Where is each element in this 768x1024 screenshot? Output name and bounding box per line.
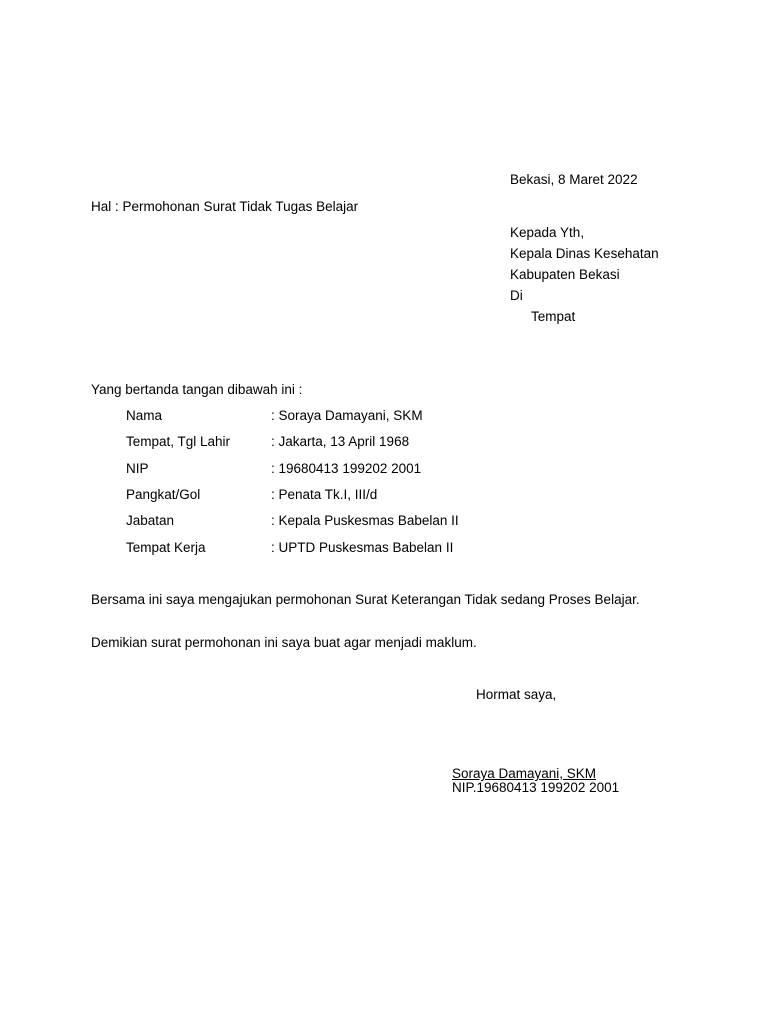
- field-value-nip: : 19680413 199202 2001: [271, 461, 422, 476]
- field-label-pangkat-gol: Pangkat/Gol: [126, 487, 201, 502]
- signer-name: Soraya Damayani, SKM: [452, 766, 597, 781]
- field-value-tempat-kerja: : UPTD Puskesmas Babelan II: [271, 540, 454, 555]
- recipient-line: Di: [510, 288, 523, 303]
- body-paragraph-closing: Demikian surat permohonan ini saya buat agar menjadi maklum.: [91, 635, 477, 650]
- field-value-nama: : Soraya Damayani, SKM: [271, 408, 423, 423]
- field-label-jabatan: Jabatan: [126, 513, 175, 528]
- recipient-line: Tempat: [531, 309, 576, 324]
- letter-date: Bekasi, 8 Maret 2022: [510, 172, 638, 187]
- field-label-nama: Nama: [126, 408, 163, 423]
- closing-salutation: Hormat saya,: [476, 687, 557, 702]
- field-label-tempat-kerja: Tempat Kerja: [126, 540, 206, 555]
- field-label-tempat-tgl-lahir: Tempat, Tgl Lahir: [126, 434, 231, 449]
- signer-nip: NIP.19680413 199202 2001: [452, 780, 620, 795]
- field-label-nip: NIP: [126, 461, 149, 476]
- recipient-line: Kabupaten Bekasi: [510, 267, 620, 282]
- field-value-jabatan: : Kepala Puskesmas Babelan II: [271, 513, 459, 528]
- body-paragraph-request: Bersama ini saya mengajukan permohonan Surat Keterangan Tidak sedang Proses Belajar.: [91, 592, 640, 607]
- recipient-line: Kepala Dinas Kesehatan: [510, 246, 659, 261]
- recipient-line: Kepada Yth,: [510, 225, 585, 240]
- letter-subject: Hal : Permohonan Surat Tidak Tugas Belajar: [91, 199, 359, 214]
- intro-text: Yang bertanda tangan dibawah ini :: [91, 382, 303, 397]
- field-value-tempat-tgl-lahir: : Jakarta, 13 April 1968: [271, 434, 410, 449]
- field-value-pangkat-gol: : Penata Tk.I, III/d: [271, 487, 378, 502]
